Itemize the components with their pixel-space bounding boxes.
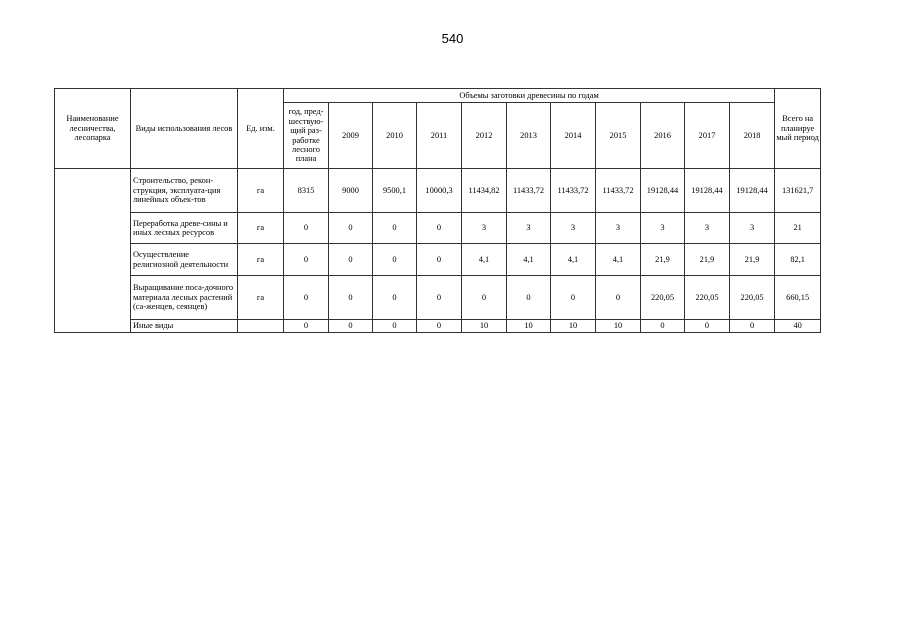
value-cell: 220,05 [730,276,775,320]
header-year: 2011 [417,103,462,169]
header-usage: Виды использования лесов [131,89,238,169]
value-cell: 9000 [329,169,373,213]
value-cell: 21,9 [685,244,730,276]
value-cell: 220,05 [685,276,730,320]
value-cell: 0 [373,244,417,276]
value-cell: 3 [596,213,641,244]
value-cell: 0 [329,320,373,333]
value-cell: 0 [507,276,551,320]
header-volumes-group: Объемы заготовки древесины по годам [284,89,775,103]
value-cell: 0 [417,244,462,276]
value-cell: 0 [551,276,596,320]
header-year: 2009 [329,103,373,169]
value-cell: 4,1 [551,244,596,276]
total-cell: 131621,7 [775,169,821,213]
value-cell: 0 [284,320,329,333]
header-year: 2016 [641,103,685,169]
value-cell: 0 [596,276,641,320]
header-year: 2014 [551,103,596,169]
value-cell: 21,9 [730,244,775,276]
value-cell: 0 [730,320,775,333]
forestry-cell [55,169,131,333]
row-label: Иные виды [131,320,238,333]
value-cell: 4,1 [507,244,551,276]
header-total: Всего на планируе мый период [775,89,821,169]
value-cell: 3 [641,213,685,244]
total-cell: 660,15 [775,276,821,320]
table-row [55,169,821,213]
row-label: Осуществление религиозной деятельности [131,244,238,276]
value-cell: 0 [373,213,417,244]
row-unit: га [238,244,284,276]
row-unit: га [238,276,284,320]
value-cell: 10000,3 [417,169,462,213]
value-cell: 3 [685,213,730,244]
value-cell: 9500,1 [373,169,417,213]
value-cell: 0 [373,320,417,333]
total-cell: 21 [775,213,821,244]
value-cell: 4,1 [462,244,507,276]
value-cell: 11433,72 [507,169,551,213]
value-cell: 3 [551,213,596,244]
wood-harvest-table [54,88,821,333]
row-unit: га [238,213,284,244]
header-year: 2015 [596,103,641,169]
table-row [55,244,821,276]
page-number: 540 [441,31,464,46]
header-prev-year: год, пред-шествую-щий раз-работке лесного плана [284,103,329,169]
row-label: Строительство, рекон-струкция, эксплуата-ция линейных объек-тов [131,169,238,213]
value-cell: 0 [417,213,462,244]
value-cell: 10 [596,320,641,333]
value-cell: 0 [284,213,329,244]
table-row [55,213,821,244]
value-cell: 0 [417,320,462,333]
table-row [55,276,821,320]
value-cell: 11434,82 [462,169,507,213]
row-label: Переработка древе-сины и иных лесных ресурсов [131,213,238,244]
total-cell: 40 [775,320,821,333]
row-label: Выращивание поса-дочного материала лесных растений (са-женцев, сеянцев) [131,276,238,320]
header-year: 2013 [507,103,551,169]
value-cell: 10 [507,320,551,333]
value-cell: 0 [329,276,373,320]
value-cell: 0 [284,244,329,276]
header-year: 2018 [730,103,775,169]
header-forestry: Наименование лесничества, лесопарка [55,89,131,169]
value-cell: 8315 [284,169,329,213]
value-cell: 19128,44 [641,169,685,213]
value-cell: 0 [685,320,730,333]
value-cell: 0 [417,276,462,320]
total-cell: 82,1 [775,244,821,276]
value-cell: 0 [329,244,373,276]
table-row [55,320,821,333]
value-cell: 11433,72 [596,169,641,213]
value-cell: 19128,44 [730,169,775,213]
value-cell: 0 [462,276,507,320]
value-cell: 10 [462,320,507,333]
header-unit: Ед. изм. [238,89,284,169]
value-cell: 0 [329,213,373,244]
row-unit: га [238,169,284,213]
value-cell: 11433,72 [551,169,596,213]
value-cell: 3 [730,213,775,244]
value-cell: 4,1 [596,244,641,276]
header-year: 2012 [462,103,507,169]
value-cell: 0 [284,276,329,320]
value-cell: 3 [507,213,551,244]
value-cell: 19128,44 [685,169,730,213]
value-cell: 220,05 [641,276,685,320]
value-cell: 0 [373,276,417,320]
value-cell: 3 [462,213,507,244]
row-unit [238,320,284,333]
header-year: 2010 [373,103,417,169]
value-cell: 0 [641,320,685,333]
header-year: 2017 [685,103,730,169]
value-cell: 10 [551,320,596,333]
value-cell: 21,9 [641,244,685,276]
